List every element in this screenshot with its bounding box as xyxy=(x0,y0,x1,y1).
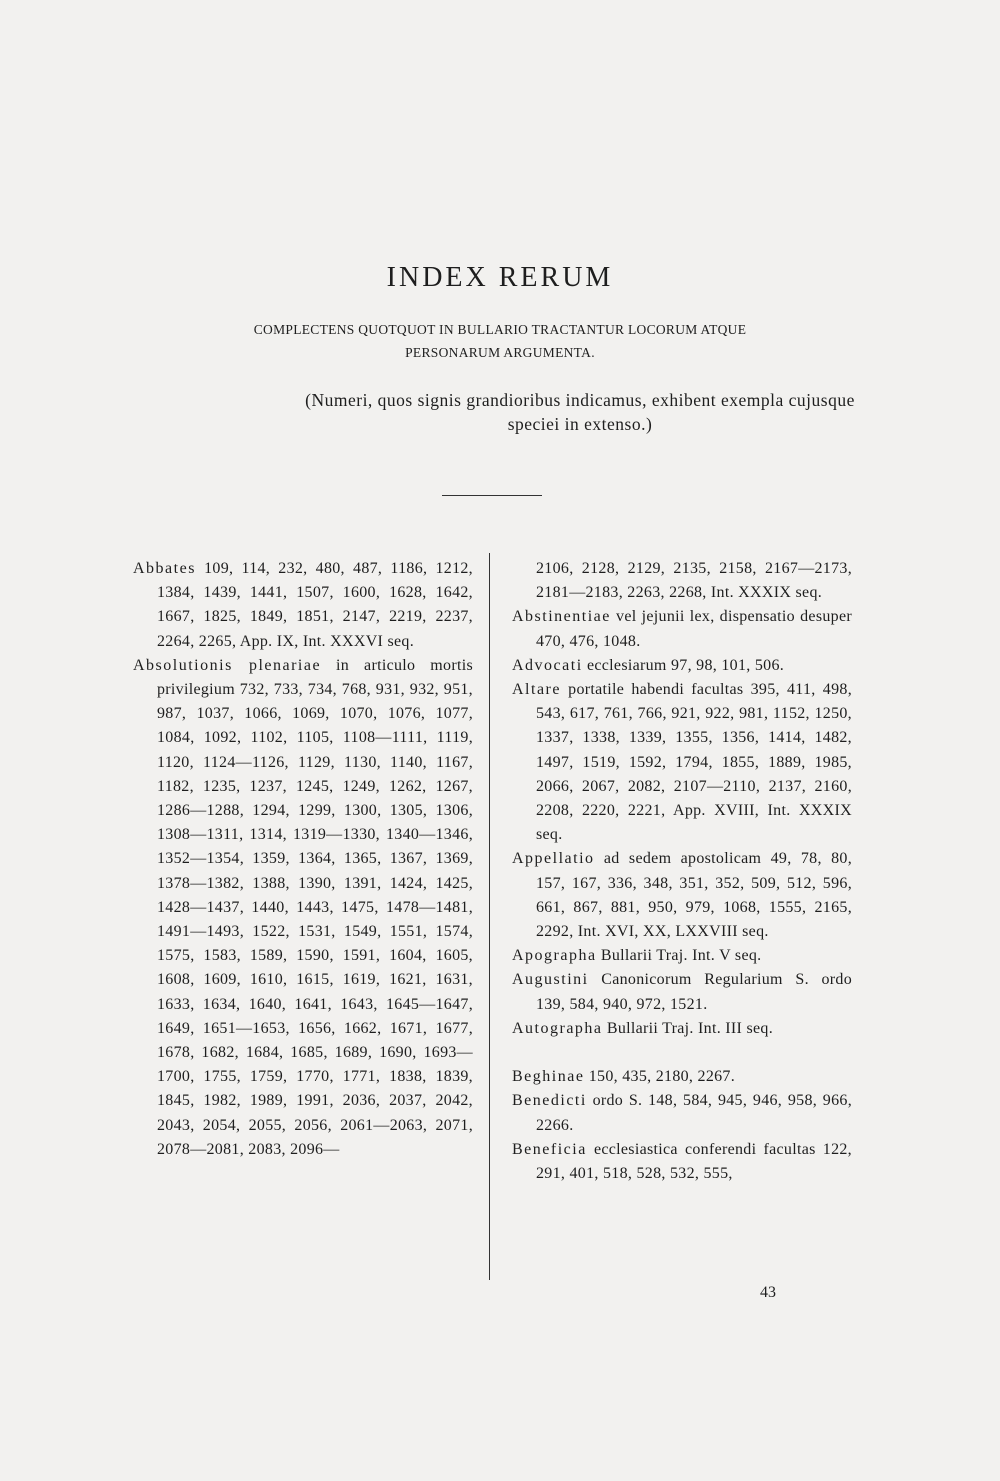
index-entry xyxy=(512,605,852,653)
title-divider xyxy=(442,495,542,496)
page-title: INDEX RERUM xyxy=(386,262,614,293)
entry-text: vel jejunii lex, dispensatio desuper 470, 476, 1048. xyxy=(536,608,852,650)
entry-text: ecclesiastica conferendi facultas 122, 291, 401, 518, 528, 532, 555, xyxy=(536,1140,852,1183)
entry-continuation: 2106, 2128, 2129, 2135, 2158, 2167—2173, 2181—2183, 2263, 2268, Int. XXXIX seq. xyxy=(536,560,852,602)
index-entry xyxy=(133,654,473,1162)
index-entry xyxy=(512,1138,852,1186)
entry-text: ad sedem apostolicam 49, 78, 80, 157, 167, 336, 348, 351, 352, 509, 512, 596, 661, 867, 881, 950, 979, 1068, 1555, 2165, 2292, Int. XVI, XX, LXXVIII seq. xyxy=(536,850,852,941)
letter-section-gap xyxy=(512,1041,852,1065)
entry-text: 109, 114, 232, 480, 487, 1186, 1212, 1384, 1439, 1441, 1507, 1600, 1628, 1642, 1667, 1825, 1849, 1851, 2147, 2219, 2237, 2264, 2265, App. IX, Int. XXXVI seq. xyxy=(157,560,473,650)
index-entry xyxy=(512,678,852,847)
page-subtitle xyxy=(190,318,810,364)
entry-head: Absolutionis plenariae xyxy=(133,656,322,674)
index-entry xyxy=(512,1017,852,1041)
entry-text: Bullarii Traj. Int. V seq. xyxy=(600,947,762,965)
entry-head: Beneficia xyxy=(512,1140,587,1158)
entry-head: Abbates xyxy=(133,560,196,577)
entry-head: Autographa xyxy=(512,1019,603,1037)
entry-head: Augustini xyxy=(512,971,589,989)
entry-head: Advocati xyxy=(512,656,583,674)
entry-text: 150, 435, 2180, 2267. xyxy=(588,1068,736,1086)
index-entry xyxy=(512,1065,852,1089)
index-entry xyxy=(512,847,852,944)
entry-head: Benedicti xyxy=(512,1092,587,1110)
entry-text: Bullarii Traj. Int. III seq. xyxy=(606,1019,774,1037)
index-entry xyxy=(512,944,852,968)
right-column xyxy=(512,557,852,1186)
entry-text: in articulo mortis privilegium 732, 733, 734, 768, 931, 932, 951, 987, 1037, 1066, 1069, 1070, 1076, 1077, 1084, 1092, 1102, 1105, 1108—1111, 1119, 1120, 1124—1126, 1129, 1130, 1140, 1167, 1182, 1235, 1237, 1245, 1249, 1262, 1267, 1286—1288, 1294, 1299, 1300, 1305, 1306, 1308—1311, 1314, 1319—1330, 1340—1346, 1352—1354, 1359, 1364, 1365, 1367, 1369, 1378—1382, 1388, 1390, 1391, 1424, 1425, 1428—1437, 1440, 1443, 1475, 1478—1481, 1491—1493, 1522, 1531, 1549, 1551, 1574, 1575, 1583, 1589, 1590, 1591, 1604, 1605, 1608, 1609, 1610, 1615, 1619, 1621, 1631, 1633, 1634, 1640, 1641, 1643, 1645—1647, 1649, 1651—1653, 1656, 1662, 1671, 1677, 1678, 1682, 1684, 1685, 1689, 1690, 1693—1700, 1755, 1759, 1770, 1771, 1838, 1839, 1845, 1982, 1989, 1991, 2036, 2037, 2042, 2043, 2054, 2055, 2056, 2061—2063, 2071, 2078—2081, 2083, 2096— xyxy=(157,656,473,1158)
note-line: speciei in extenso.) xyxy=(507,414,653,434)
explanatory-note xyxy=(300,388,860,436)
left-column xyxy=(133,557,473,1162)
subtitle-line: COMPLECTENS QUOTQUOT IN BULLARIO TRACTANTUR LOCORUM ATQUE xyxy=(253,322,747,337)
entry-head: Altare xyxy=(512,681,561,699)
entry-text: Canonicorum Regularium S. ordo 139, 584, 940, 972, 1521. xyxy=(536,971,852,1013)
entry-text: ecclesiarum 97, 98, 101, 506. xyxy=(586,656,785,674)
entry-text: portatile habendi facultas 395, 411, 498, 543, 617, 761, 766, 921, 922, 981, 1152, 1250, 1337, 1338, 1339, 1355, 1356, 1414, 1482, 1497, 1519, 1592, 1794, 1855, 1889, 1985, 2066, 2067, 2082, 2107—2110, 2137, 2160, 2208, 2220, 2221, App. XVIII, Int. XXXIX seq. xyxy=(536,681,852,844)
note-line: (Numeri, quos signis grandioribus indicamus, exhibent exempla cujusque xyxy=(305,390,855,410)
index-entry xyxy=(133,557,473,654)
entry-head: Apographa xyxy=(512,947,597,965)
entry-head: Beghinae xyxy=(512,1068,585,1086)
entry-head: Appellatio xyxy=(512,850,595,868)
index-entry xyxy=(512,1089,852,1137)
entry-head: Abstinentiae xyxy=(512,608,611,626)
index-entry xyxy=(512,968,852,1016)
index-entry xyxy=(512,654,852,678)
entry-text: ordo S. 148, 584, 945, 946, 958, 966, 2266. xyxy=(536,1092,852,1134)
page-number: 43 xyxy=(760,1284,776,1301)
subtitle-line: PERSONARUM ARGUMENTA. xyxy=(405,345,595,360)
column-divider xyxy=(489,553,490,1280)
